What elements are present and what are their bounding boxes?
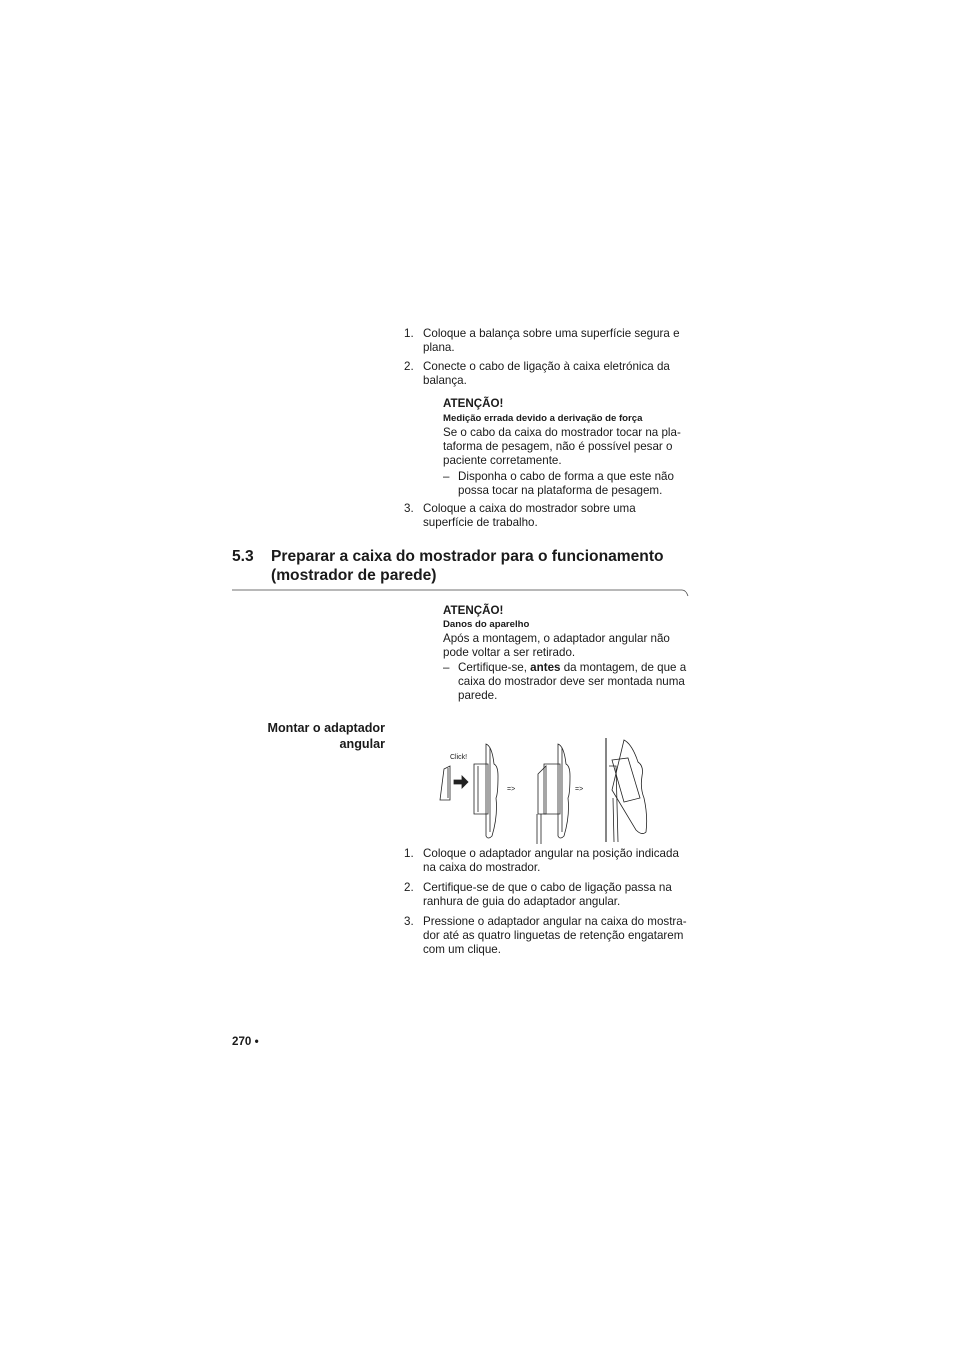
list-number: 2.	[404, 360, 414, 373]
warning-text: Após a montagem, o adaptador angular não	[443, 632, 670, 645]
list-text: na caixa do mostrador.	[423, 861, 541, 874]
warning-title: ATENÇÃO!	[443, 604, 504, 617]
list-text: ranhura de guia do adaptador angular.	[423, 895, 621, 908]
warning-text: taforma de pesagem, não é possível pesar o	[443, 440, 673, 453]
section-title-line: Preparar a caixa do mostrador para o funcionamento	[271, 548, 664, 565]
list-text: Coloque a caixa do mostrador sobre uma	[423, 502, 636, 515]
section-title	[271, 547, 701, 585]
list-text: superfície de trabalho.	[423, 516, 538, 529]
list-text: Pressione o adaptador angular na caixa do mostra-	[423, 915, 687, 928]
dash-marker: –	[443, 470, 450, 483]
section-number: 5.3	[232, 548, 254, 565]
warning-text: paciente corretamente.	[443, 454, 562, 467]
side-heading: Montar o adaptador angular	[267, 721, 385, 751]
warning-text: parede.	[458, 689, 498, 702]
assembly-illustration	[434, 736, 654, 846]
list-text: Coloque o adaptador angular na posição indicada	[423, 847, 679, 860]
step-arrow: =>	[507, 786, 516, 793]
step-arrow: =>	[575, 786, 584, 793]
emphasis: antes	[530, 661, 561, 674]
section-title-line: (mostrador de parede)	[271, 567, 437, 584]
list-number: 2.	[404, 881, 414, 894]
assembly-figure	[434, 736, 654, 846]
click-label: Click!	[450, 754, 468, 761]
warning-text: Certifique-se, antes da montagem, de que a	[458, 661, 687, 674]
warning-block	[443, 604, 698, 703]
list-number: 1.	[404, 327, 414, 340]
list-text: balança.	[423, 374, 467, 387]
dash-marker: –	[443, 661, 450, 674]
list-text: dor até as quatro linguetas de retenção engatarem	[423, 929, 684, 942]
warning-dash-item	[443, 661, 698, 703]
warning-text: caixa do mostrador deve ser montada numa	[458, 675, 685, 688]
list-number: 3.	[404, 915, 414, 928]
list-text: plana.	[423, 341, 455, 354]
page-number: 270 •	[232, 1035, 259, 1048]
warning-block	[443, 397, 693, 498]
warning-text: Disponha o cabo de forma a que este não	[458, 470, 674, 483]
warning-text: Se o cabo da caixa do mostrador tocar na pla-	[443, 426, 681, 439]
list-text: com um clique.	[423, 943, 501, 956]
warning-subtitle: Medição errada devido a derivação de força	[443, 413, 643, 424]
warning-dash-item	[443, 470, 693, 498]
list-text: Conecte o cabo de ligação à caixa eletrónica da	[423, 360, 670, 373]
warning-text: pode voltar a ser retirado.	[443, 646, 576, 659]
section-divider	[230, 587, 692, 599]
list-number: 1.	[404, 847, 414, 860]
warning-subtitle: Danos do aparelho	[443, 619, 530, 630]
list-text: Certifique-se de que o cabo de ligação passa na	[423, 881, 672, 894]
warning-text: possa tocar na plataforma de pesagem.	[458, 484, 663, 497]
warning-title: ATENÇÃO!	[443, 397, 504, 410]
list-text: Coloque a balança sobre uma superfície segura e	[423, 327, 680, 340]
list-number: 3.	[404, 502, 414, 515]
